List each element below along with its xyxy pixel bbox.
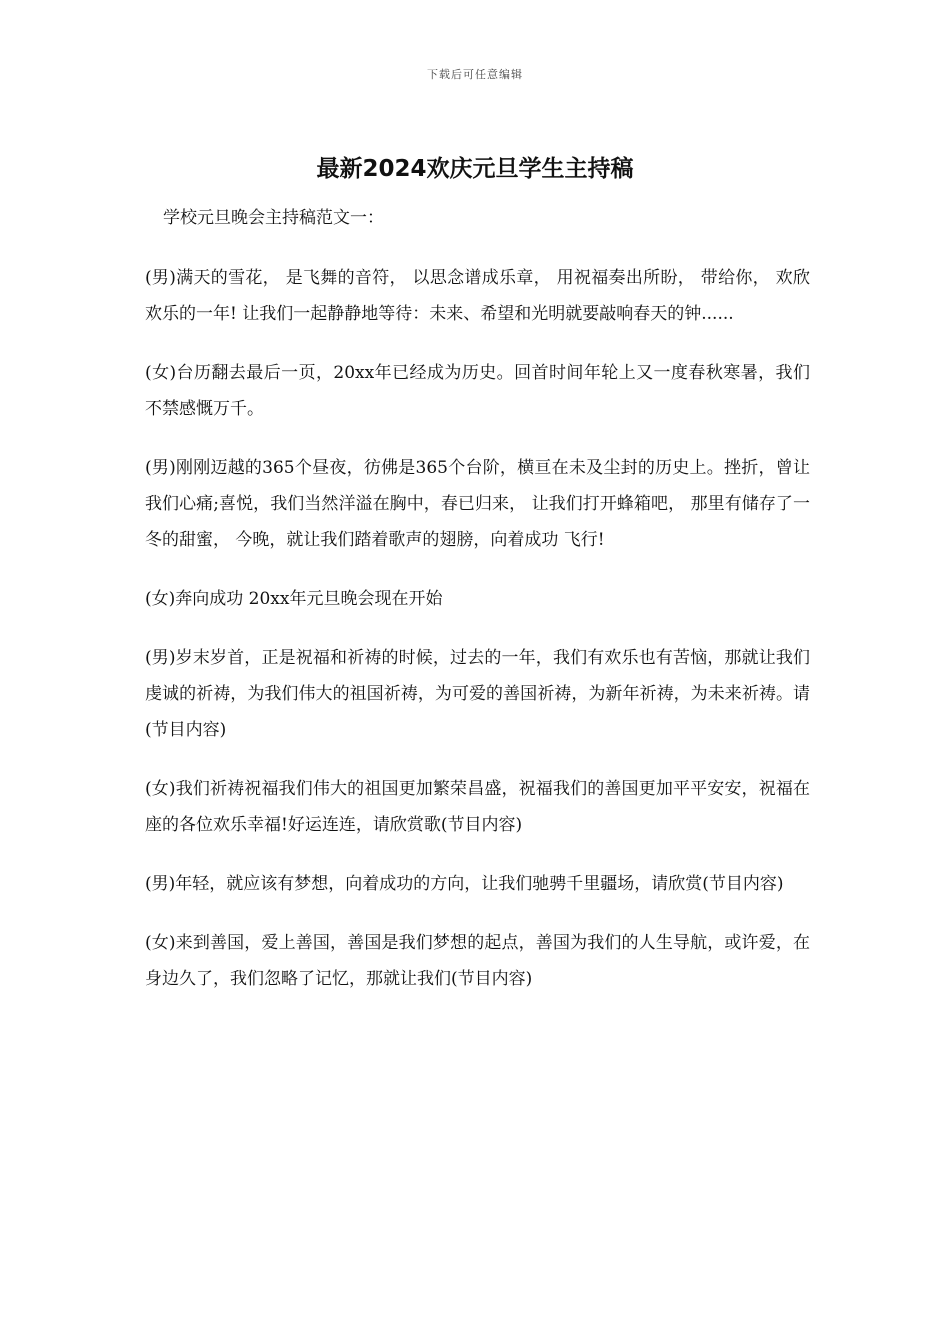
header-note: 下载后可任意编辑 bbox=[427, 68, 523, 81]
paragraph-4: (女)奔向成功 20xx年元旦晚会现在开始 bbox=[145, 589, 443, 609]
paragraph-8: (女)来到善国，爱上善国，善国是我们梦想的起点，善国为我们的人生导航，或许爱，在身边久了，我们忽略了记忆，那就让我们(节目内容) bbox=[145, 933, 810, 989]
paragraph-6: (女)我们祈祷祝福我们伟大的祖国更加繁荣昌盛，祝福我们的善国更加平平安安，祝福在座的各位欢乐幸福!好运连连，请欣赏歌(节目内容) bbox=[145, 779, 810, 835]
paragraph-5: (男)岁末岁首，正是祝福和祈祷的时候，过去的一年，我们有欢乐也有苦恼，那就让我们虔诚的祈祷，为我们伟大的祖国祈祷，为可爱的善国祈祷，为新年祈祷，为未来祈祷。请(节目内容) bbox=[145, 648, 810, 740]
paragraph-7: (男)年轻，就应该有梦想，向着成功的方向，让我们驰骋千里疆场，请欣赏(节目内容) bbox=[145, 874, 784, 894]
intro-line: 学校元旦晚会主持稿范文一： bbox=[163, 208, 384, 228]
paragraph-2: (女)台历翻去最后一页，20xx年已经成为历史。回首时间年轮上又一度春秋寒暑，我们不禁感慨万千。 bbox=[145, 363, 810, 419]
document-body bbox=[145, 200, 810, 1020]
paragraph-1: (男)满天的雪花， 是飞舞的音符， 以思念谱成乐章， 用祝福奏出所盼， 带给你， 欢欣欢乐的一年! 让我们一起静静地等待：未来、希望和光明就要敲响春天的钟...... bbox=[145, 268, 810, 324]
document-title: 最新2024欢庆元旦学生主持稿 bbox=[316, 156, 634, 182]
paragraph-3: (男)刚刚迈越的365个昼夜，彷佛是365个台阶，横亘在未及尘封的历史上。挫折，曾让我们心痛;喜悦，我们当然洋溢在胸中，春已归来， 让我们打开蜂箱吧， 那里有储存了一冬的甜蜜， 今晚，就让我们踏着歌声的翅膀，向着成功 飞行! bbox=[145, 458, 810, 550]
